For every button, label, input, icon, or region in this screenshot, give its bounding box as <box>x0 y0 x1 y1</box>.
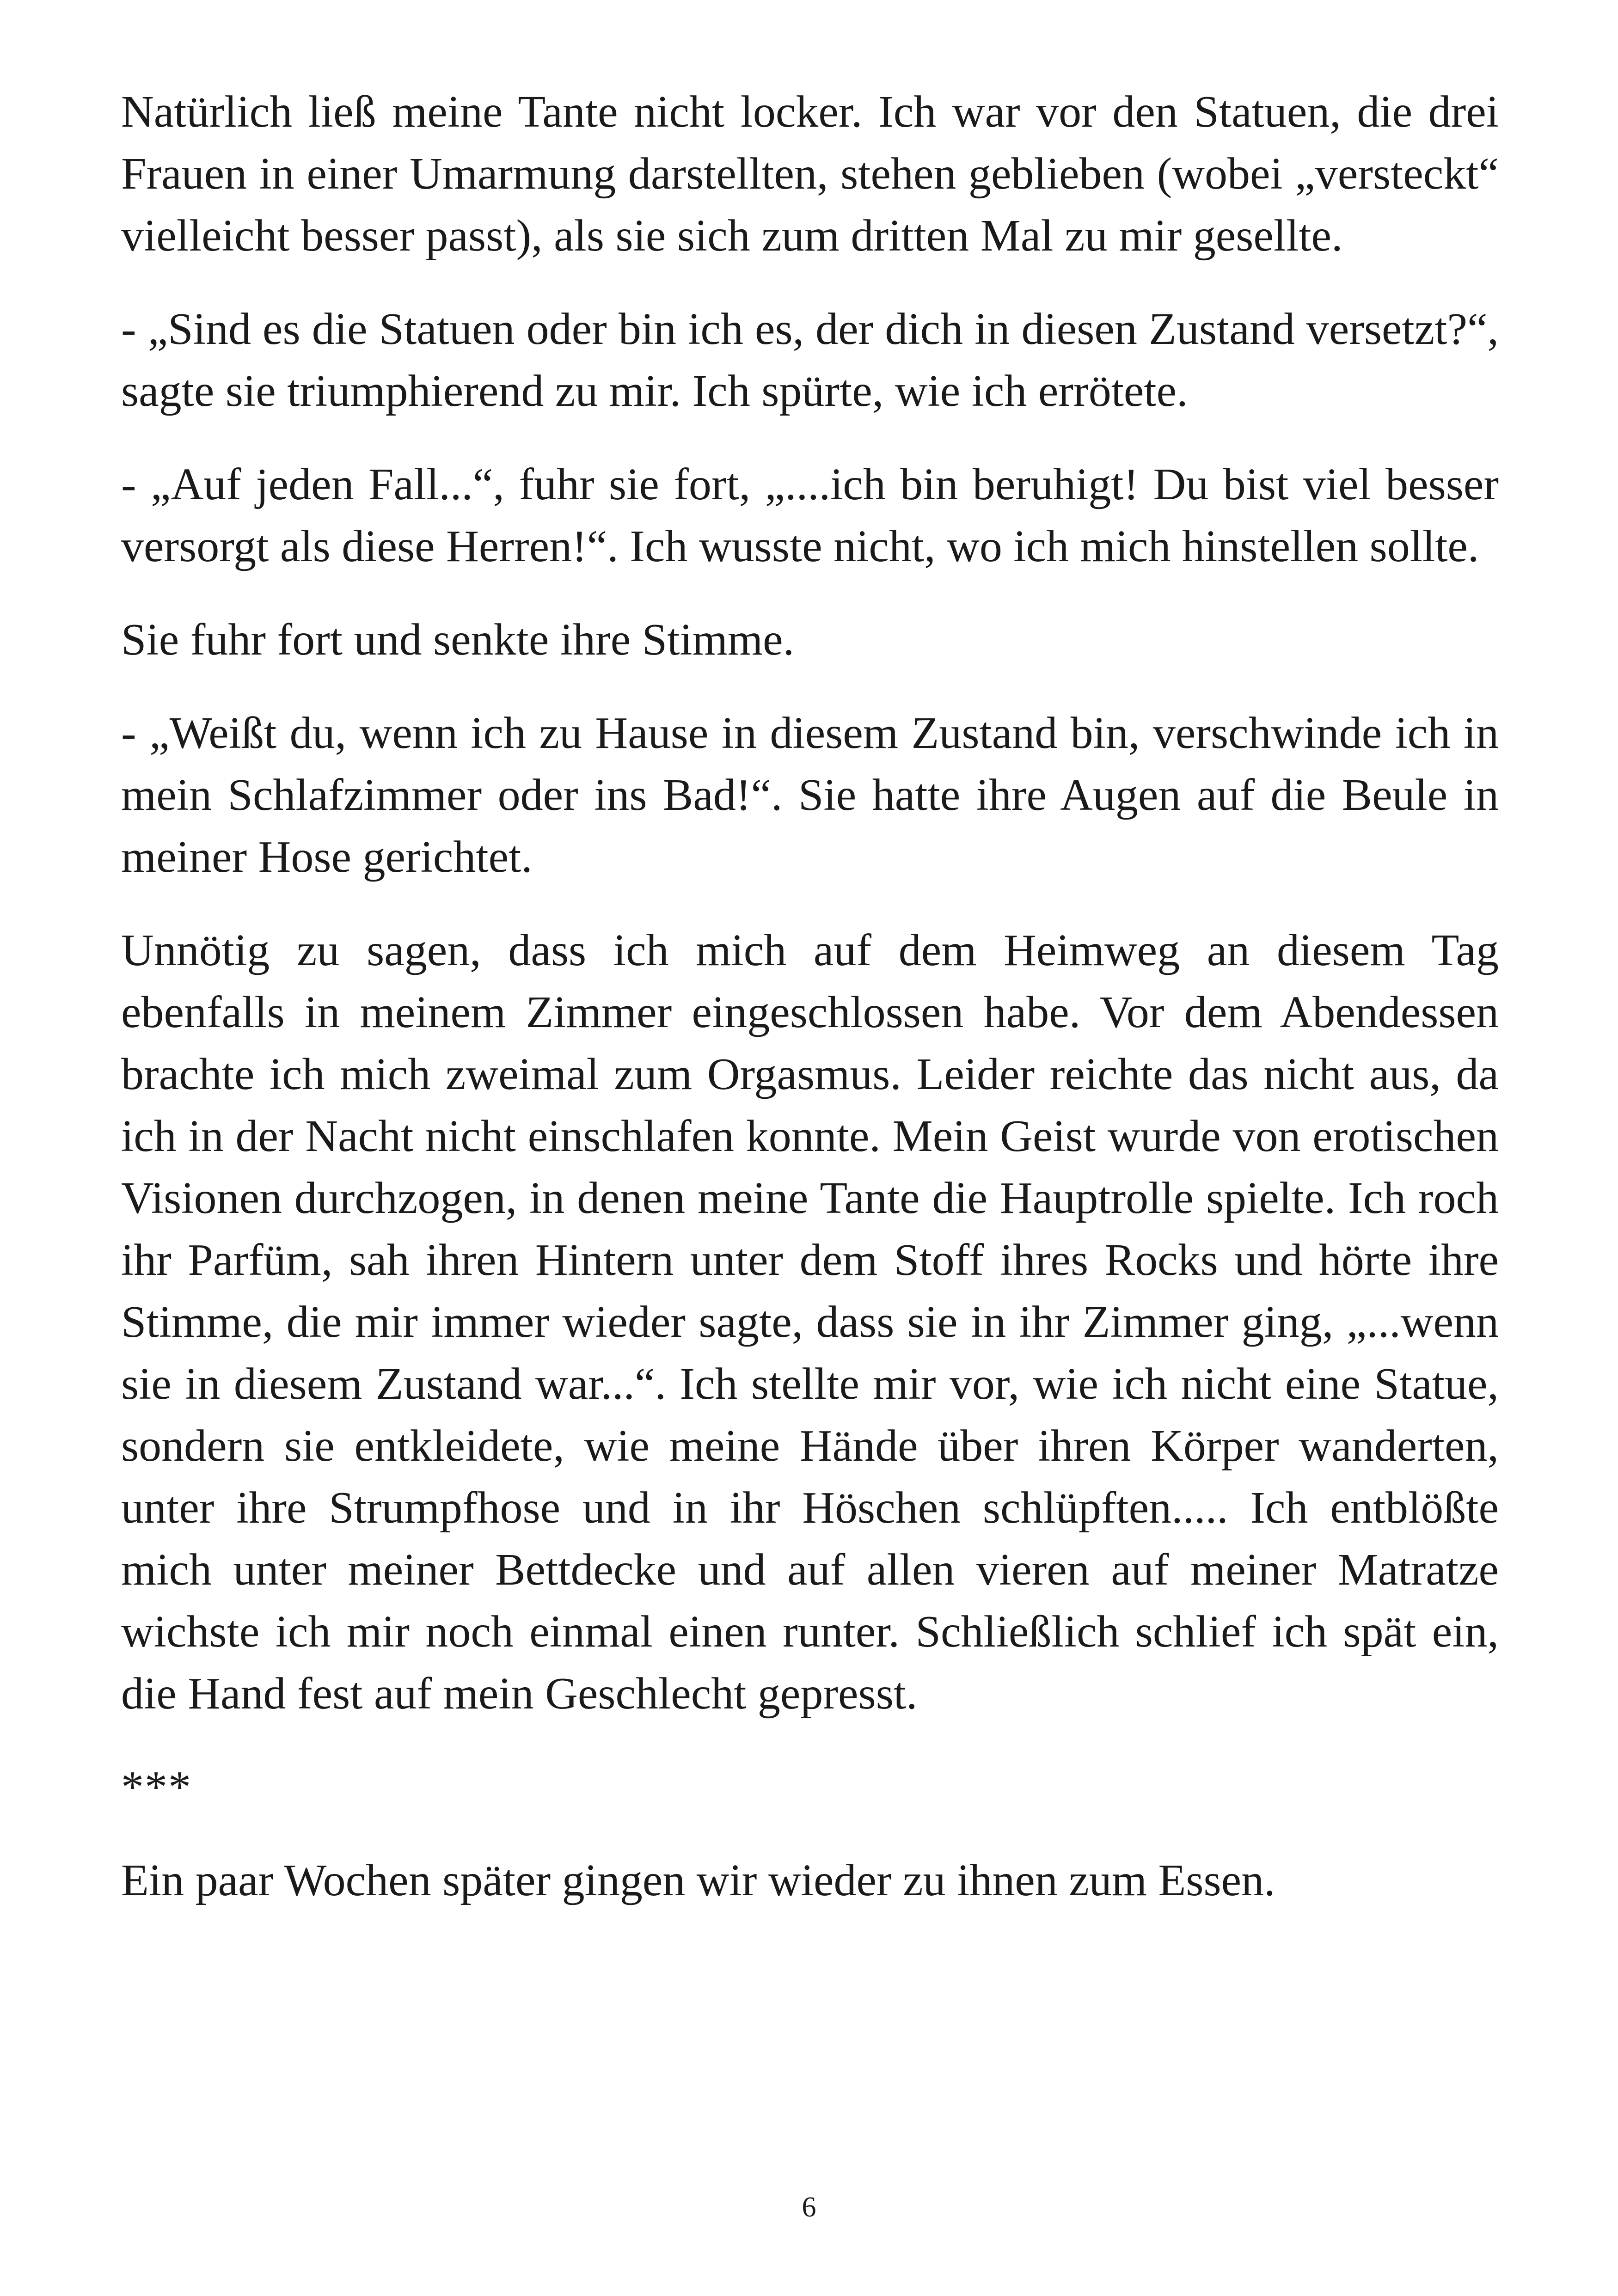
page-number: 6 <box>802 2192 816 2223</box>
paragraph-5: - „Weißt du, wenn ich zu Hause in diesem Zustand bin, verschwinde ich in mein Schlafzimmer oder ins Bad!“. Sie hatte ihre Augen auf die Beule in meiner Hose gerichtet. <box>121 708 1499 882</box>
paragraph-3: - „Auf jeden Fall...“, fuhr sie fort, „....ich bin beruhigt! Du bist viel besser versorgt als diese Herren!“. Ich wusste nicht, wo ich mich hinstellen sollte. <box>121 459 1499 571</box>
paragraph-4: Sie fuhr fort und senkte ihre Stimme. <box>121 615 795 665</box>
section-separator: *** <box>121 1762 192 1812</box>
paragraph-1: Natürlich ließ meine Tante nicht locker. Ich war vor den Statuen, die drei Frauen in einer Umarmung darstellten, stehen geblieben (wobei „versteckt“ vielleicht besser passt), als sie sich zum dritten Mal zu mir gesellte. <box>121 87 1499 261</box>
paragraph-6: Unnötig zu sagen, dass ich mich auf dem Heimweg an diesem Tag ebenfalls in meinem Zimmer eingeschlossen habe. Vor dem Abendessen brachte ich mich zweimal zum Orgasmus. Leider reichte das nicht aus, da ich in der Nacht nicht einschlafen konnte. Mein Geist wurde von erotischen Visionen durchzogen, in denen meine Tante die Hauptrolle spielte. Ich roch ihr Parfüm, sah ihren Hintern unter dem Stoff ihres Rocks und hörte ihre Stimme, die mir immer wieder sagte, dass sie in ihr Zimmer ging, „...wenn sie in diesem Zustand war...“. Ich stellte mir vor, wie ich nicht eine Statue, sondern sie entkleidete, wie meine Hände über ihren Körper wanderten, unter ihre Strumpfhose und in ihr Höschen schlüpften..... Ich entblößte mich unter meiner Bettdecke und auf allen vieren auf meiner Matratze wichste ich mir noch einmal einen runter. Schließlich schlief ich spät ein, die Hand fest auf mein Geschlecht gepresst. <box>121 925 1499 1719</box>
closing-paragraph: Ein paar Wochen später gingen wir wieder zu ihnen zum Essen. <box>121 1855 1275 1905</box>
paragraph-2: - „Sind es die Statuen oder bin ich es, der dich in diesen Zustand versetzt?“, sagte sie triumphierend zu mir. Ich spürte, wie ich errötete. <box>121 304 1499 416</box>
body-text <box>121 81 1499 1943</box>
